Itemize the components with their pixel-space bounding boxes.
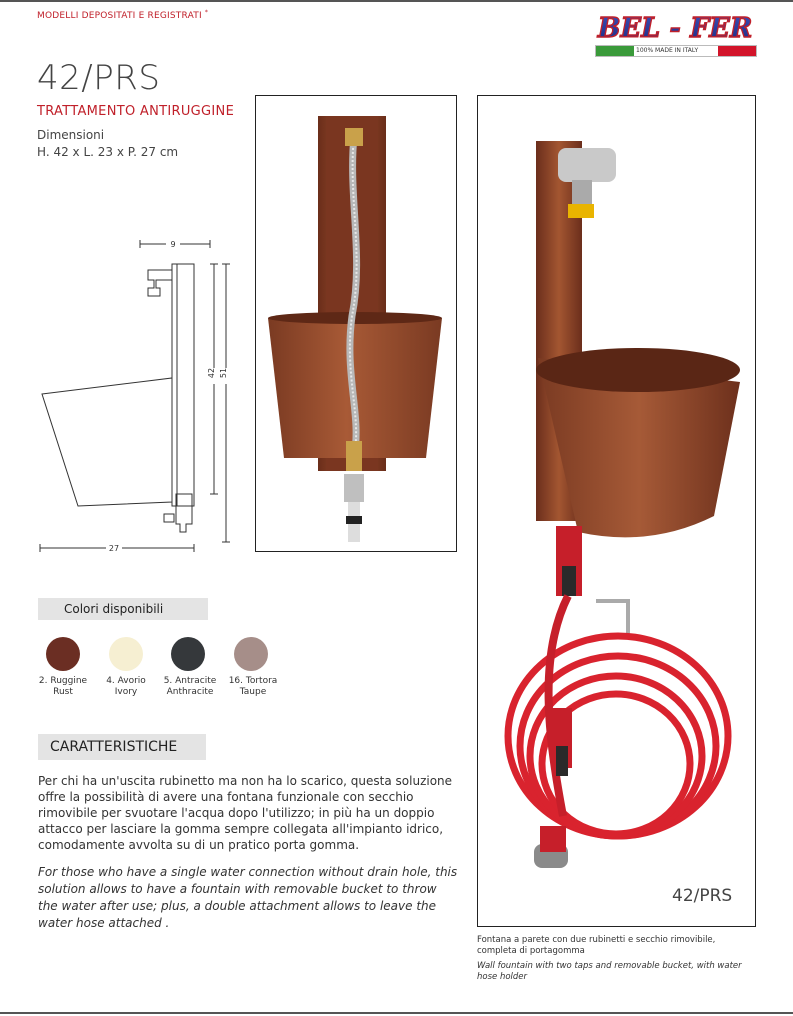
colors-heading: Colori disponibili [38, 598, 208, 620]
swatch-label-anthracite: 5. Antracite Anthracite [163, 676, 217, 697]
features-heading: CARATTERISTICHE [38, 734, 206, 760]
photo-caption-en: Wall fountain with two taps and removable bucket, with water hose holder [477, 961, 742, 982]
dim-depth-label: 27 [108, 544, 120, 553]
model-title: 42/PRS [37, 58, 161, 98]
features-text-it: Per chi ha un'uscita rubinetto ma non ha lo scarico, questa soluzione offre la possibilità di avere una fontana funzionale con secchio rimovibile per svuotare l'acqua dopo l'utilizzo; in più ha un doppio attacco per lasciare la gomma sempre collegata all'impianto idrico, comodamente avvolta su di un pratico porta gomma. [38, 774, 453, 852]
features-text-en: For those who have a single water connection without drain hole, this solution allows to have a fountain with removable bucket to throw the water after use; plus, a double attachment allows to leave the water hose attached . [38, 865, 458, 930]
swatch-taupe [234, 637, 268, 671]
made-in-italy-label: 100% MADE IN ITALY [634, 46, 718, 56]
brand-logo [594, 10, 756, 44]
dim-height-inner-label: 42 [207, 367, 216, 379]
dimensions-value: H. 42 x L. 23 x P. 27 cm [37, 145, 179, 159]
bottom-rule [0, 1012, 793, 1014]
swatch-label-taupe: 16. Tortora Taupe [228, 676, 278, 697]
dimensions-label: Dimensioni [37, 128, 105, 142]
svg-text:BEL - FER: BEL - FER [597, 13, 753, 44]
registered-models-note: MODELLI DEPOSITATI E REGISTRATI * [37, 9, 209, 21]
swatch-ivory [109, 637, 143, 671]
photo-caption-it: Fontana a parete con due rubinetti e secchio rimovibile, completa di portagomma [477, 935, 716, 956]
dim-top-label: 9 [170, 240, 176, 249]
top-rule [0, 0, 793, 2]
product-photo-side [477, 95, 756, 927]
dim-height-outer-label: 51 [219, 367, 228, 379]
made-in-italy-flag [595, 45, 757, 57]
swatch-label-ivory: 4. Avorio Ivory [106, 676, 146, 697]
swatch-label-rust: 2. Ruggine Rust [38, 676, 88, 697]
swatch-rust [46, 637, 80, 671]
treatment-label: TRATTAMENTO ANTIRUGGINE [37, 104, 235, 119]
swatch-anthracite [171, 637, 205, 671]
product-photo-front [255, 95, 457, 552]
technical-drawing [30, 232, 250, 562]
photo-model-label: 42/PRS [672, 886, 733, 906]
